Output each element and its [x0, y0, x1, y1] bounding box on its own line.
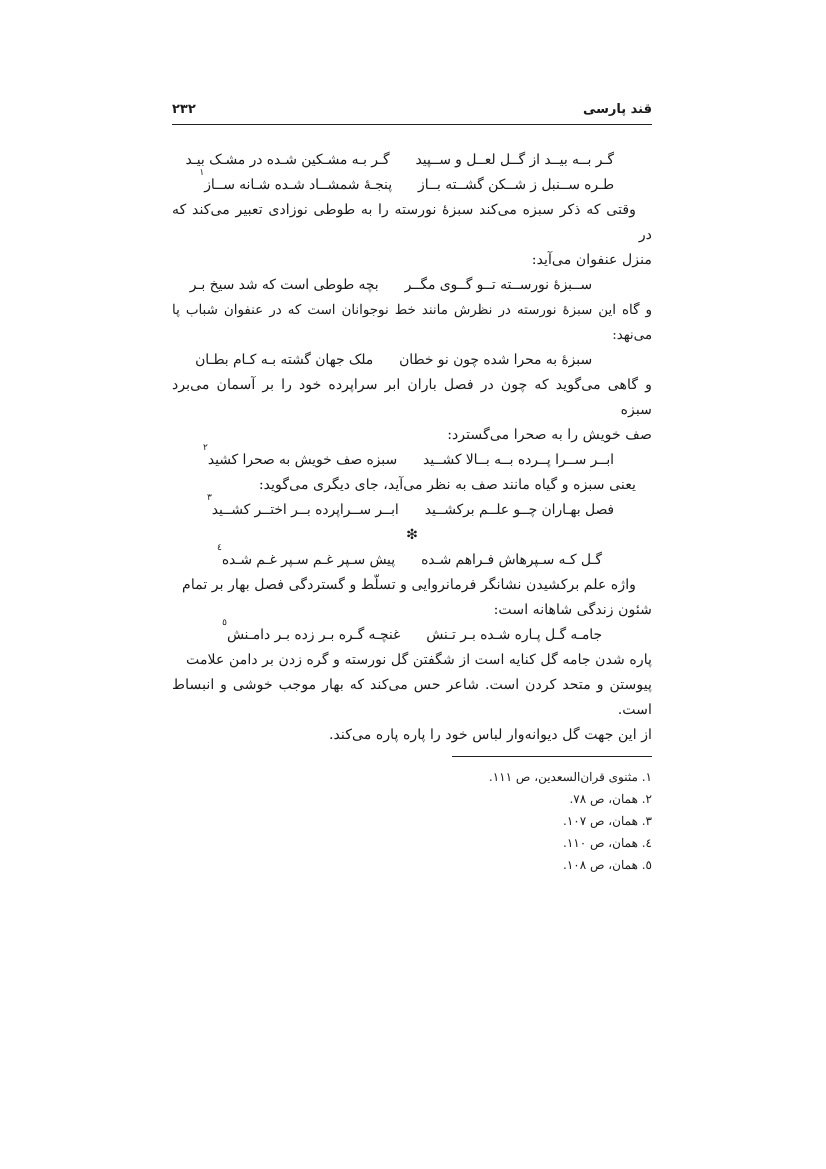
footnote-divider	[452, 756, 652, 757]
paragraph-6-line-2: پیوستن و متحد کردن است. شاعر حس می‌کند که بهار موجب خوشی و انبساط است.	[172, 677, 652, 718]
couplet-8	[172, 618, 652, 648]
hemistich-right: فصل بهـاران چــو علــم برکشــید	[424, 502, 614, 518]
hemistich-right: جامـه گـل پـاره شـده بـر تـنش	[426, 627, 602, 643]
footnotes	[172, 766, 652, 876]
hemistich-left: سبزه صف خویش به صحرا کشید	[207, 452, 398, 468]
hemistich-left: ملک جهان گشته بـه کـام بطـان	[195, 352, 374, 368]
hemistich-left: گـر بـه مشـکین شـده در مشـک بیـد	[185, 152, 390, 168]
paragraph-3-line-1: و گاهی می‌گوید که چون در فصل باران ابر سراپرده خود را بر آسمان می‌برد سبزه	[172, 377, 652, 418]
hemistich-right: ســبزهٔ نورســته تــو گــوی مگــر	[404, 277, 592, 293]
section-asterism: ❇	[406, 527, 418, 543]
paragraph-6-line-3: از این جهت گل دیوانه‌وار لباس خود را پاره پاره می‌کند.	[328, 727, 652, 743]
footnote-marker: ٥	[222, 618, 227, 628]
hemistich-left: پنجـهٔ شمشــاد شـده شـانه ســاز	[204, 177, 393, 193]
hemistich-left: ابــر ســراپرده بــر اختــر کشــید	[211, 502, 399, 518]
paragraph-6-line-1: پاره شدن جامه گل کنایه است از شگفتن گل نورسته و گره زدن بر دامن علامت	[186, 652, 652, 668]
footnote-marker: ٤	[216, 543, 222, 553]
footnote-marker: ۲	[203, 443, 208, 453]
couplet-4	[172, 348, 652, 373]
paragraph-1-line-1: وقتی که ذکر سبزه می‌کند سبزهٔ نورسته را به طوطی نوزادی تعبیر می‌کند که در	[172, 202, 652, 243]
page-number: ۲۳۲	[172, 102, 196, 117]
footnote-item: ٥. همان، ص ۱۰۸.	[563, 858, 652, 872]
hemistich-left: بچه طوطی است که شد سیخ بـر	[189, 277, 379, 293]
couplet-1	[172, 148, 652, 173]
couplet-3	[172, 273, 652, 298]
hemistich-right: گـر بــه بیــد از گــل لعــل و ســپید	[415, 152, 614, 168]
hemistich-right: گـل کـه سـپرهاش فـراهم شـده	[421, 552, 602, 568]
footnote-item: ۳. همان، ص ۱۰۷.	[563, 814, 652, 828]
couplet-7	[172, 543, 652, 573]
hemistich-left: غنچـه گـره بـر زده بـر دامـنش	[226, 627, 401, 643]
page-body	[172, 148, 652, 748]
footnote-marker: ۳	[206, 493, 212, 503]
paragraph-1-line-2: منزل عنفوان می‌آید:	[531, 252, 652, 268]
footnote-marker: ۱	[199, 168, 205, 178]
paragraph-5-line-1: واژه علم برکشیدن نشانگر فرمانروایی و تسلّط و گستردگی فصل بهار بر تمام	[182, 577, 636, 593]
paragraph-2-line-1: و گاه این سبزهٔ نورسته در نظرش مانند خط نوجوانان است که در عنفوان شباب پا می‌نهد:	[172, 303, 652, 343]
page-header	[172, 98, 652, 125]
running-title: قند پارسی	[582, 102, 652, 117]
paragraph-5-line-2: شئون زندگی شاهانه است:	[493, 602, 652, 618]
paragraph-3-line-2: صف خویش را به صحرا می‌گسترد:	[447, 427, 652, 443]
couplet-2	[172, 168, 652, 198]
couplet-6	[172, 493, 652, 523]
footnote-item: ٤. همان، ص ۱۱۰.	[563, 836, 652, 850]
hemistich-right: طـره ســنبل ز شــکن گشــته بــاز	[418, 177, 614, 193]
paragraph-4-line-1: یعنی سبزه و گیاه مانند صف به نظر می‌آید، جای دیگری می‌گوید:	[258, 477, 636, 493]
footnote-item: ۲. همان، ص ۷۸.	[569, 792, 652, 806]
footnote-item: ۱. مثنوی قران‌السعدین، ص ۱۱۱.	[488, 770, 652, 784]
hemistich-right: سبزهٔ به محرا شده چون نو خطان	[399, 352, 592, 368]
hemistich-right: ابــر ســرا پــرده بــه بــالا کشــید	[423, 452, 614, 468]
hemistich-left: پیش سـپر غـم سـپر غـم شـده	[221, 552, 396, 568]
couplet-5	[172, 443, 652, 473]
